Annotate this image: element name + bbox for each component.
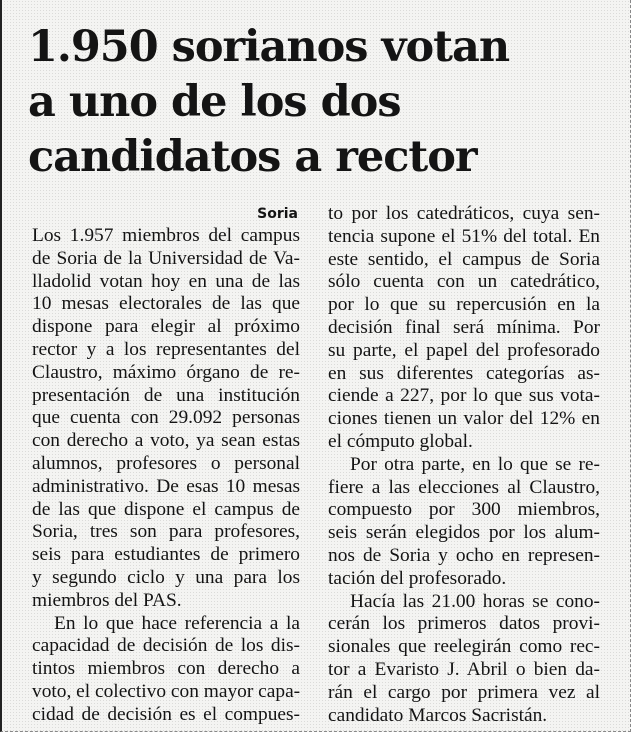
text-line: ciones tienen un valor del 12% en [328, 408, 600, 430]
text-line: seis serán elegidos por los alum- [328, 522, 600, 544]
text-line: 10 mesas electorales de las que [32, 293, 300, 315]
text-line: presentación de una institución [32, 384, 300, 406]
headline-line: candidatos a rector [28, 132, 477, 182]
text-line: tintos miembros con derecho a [32, 658, 300, 680]
text-line: cerán los primeros datos provi- [328, 613, 600, 635]
text-line: fiere a las elecciones al Claustro, [328, 476, 600, 498]
text-line: tor a Evaristo J. Abril o bien da- [328, 658, 600, 680]
text-line: Claustro, máximo órgano de re- [32, 361, 300, 383]
text-line: ciende a 227, por lo que sus vota- [328, 385, 600, 407]
headline [28, 20, 618, 185]
text-line: de Soria de la Universidad de Va- [32, 247, 300, 269]
text-line: alumnos, profesores o personal [32, 452, 300, 474]
text-line: Los 1.957 miembros del campus [32, 225, 300, 246]
text-line: de las que dispone el campus de [32, 498, 300, 520]
text-line: tación del profesorado. [328, 567, 507, 589]
headline-line: a uno de los dos [28, 77, 401, 127]
text-line: su parte, el papel del profesorado [328, 339, 600, 361]
article-column-1 [32, 203, 300, 727]
text-line: seis para estudiantes de primero [32, 544, 300, 566]
text-line: En lo que hace referencia a la [54, 612, 300, 634]
text-line: capacidad de decisión de los dis- [32, 635, 300, 657]
text-line: to por los catedráticos, cuya sen- [328, 203, 600, 224]
text-line: decisión final será mínima. Por [328, 316, 600, 338]
text-line: el cómputo global. [328, 430, 473, 452]
text-line: con derecho a voto, ya sean estas [32, 430, 300, 452]
text-line: rector y a los representantes del [32, 338, 300, 360]
article-column-2 [328, 203, 600, 727]
text-line: dispone para elegir al próximo [32, 316, 300, 338]
text-line: Hacía las 21.00 horas se cono- [350, 590, 600, 612]
text-line: candidato Marcos Sacristán. [328, 704, 548, 726]
text-line: cidad de decisión es el compues- [32, 703, 300, 725]
text-line: miembros del PAS. [32, 589, 182, 611]
text-line: sólo cuenta con un catedrático, [328, 271, 600, 293]
text-line: sionales que reelegirán como rec- [328, 636, 600, 658]
text-line: y segundo ciclo y una para los [32, 566, 300, 588]
text-line: compuesto por 300 miembros, [328, 499, 600, 521]
text-line: nos de Soria y ocho en represen- [328, 544, 600, 566]
text-line: voto, el colectivo con mayor capa- [32, 680, 301, 702]
text-line: que cuenta con 29.092 personas [32, 407, 300, 429]
text-line: en sus diferentes categorías as- [328, 362, 600, 384]
text-line: este sentido, el campus de Soria [328, 248, 600, 270]
headline-line: 1.950 sorianos votan [28, 22, 510, 72]
text-line: Por otra parte, en lo que se re- [350, 453, 600, 475]
text-line: lladolid votan hoy en una de las [32, 270, 300, 292]
text-line: administrativo. De esas 10 mesas [32, 475, 300, 497]
text-line: Soria, tres son para profesores, [32, 521, 300, 543]
text-line: rán el cargo por primera vez al [328, 681, 600, 703]
text-line: por lo que su repercusión en la [328, 294, 600, 316]
text-line: tencia supone el 51% del total. En [328, 225, 600, 247]
dateline: Soria [257, 206, 298, 222]
